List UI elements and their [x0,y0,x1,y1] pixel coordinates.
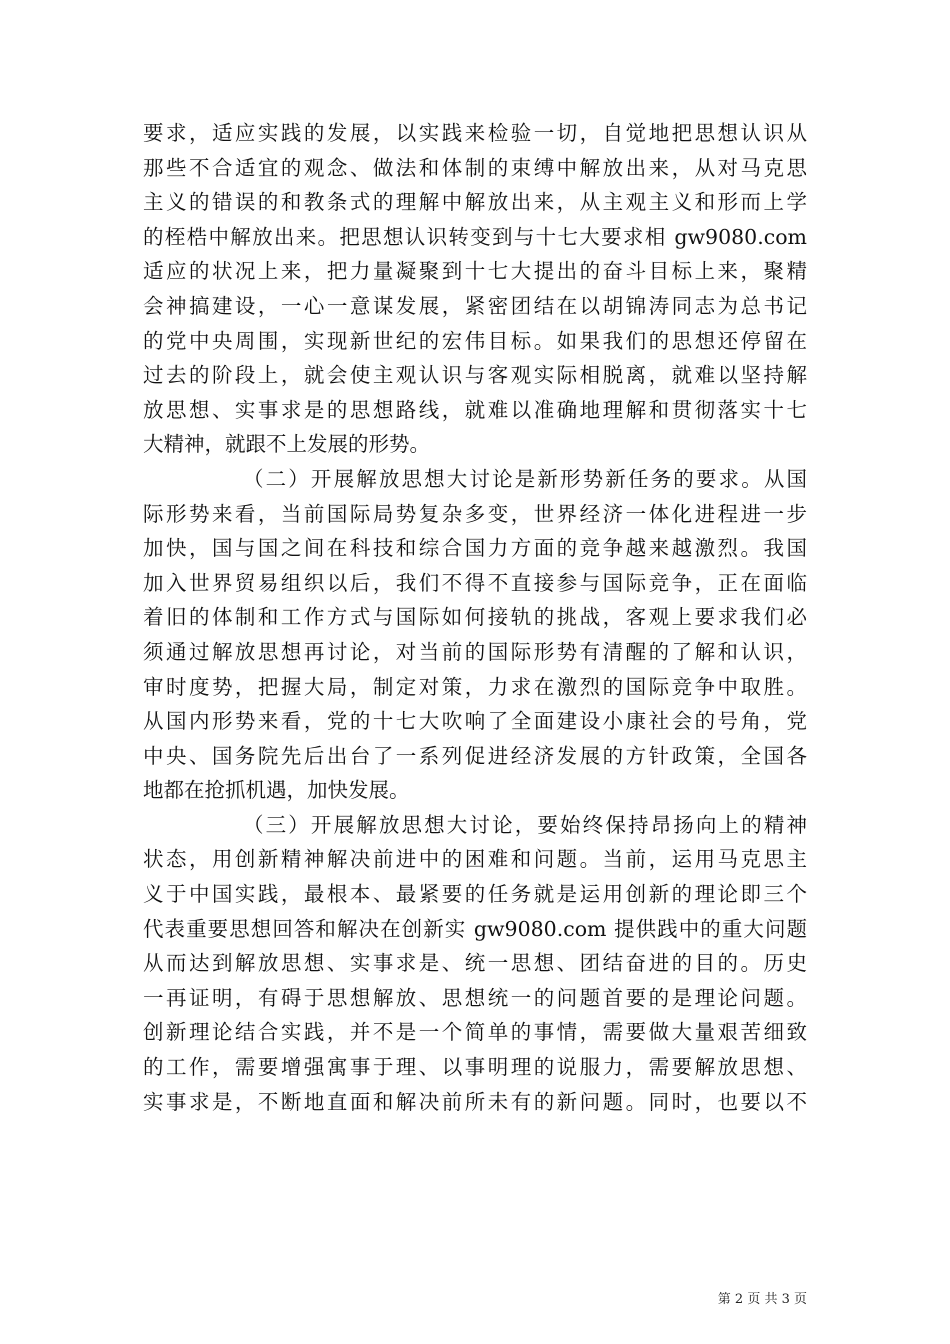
text-line: 的党中央周围，实现新世纪的宏伟目标。如果我们的思想还停留在 [143,328,807,353]
text-line: 要求，适应实践的发展，以实践来检验一切，自觉地把思想认识从 [143,121,807,145]
text-line: 须通过解放思想再讨论，对当前的国际形势有清醒的了解和认识， [143,639,807,664]
text-line: 审时度势，把握大局，制定对策，力求在激烈的国际竞争中取胜。 [143,674,807,699]
text-line: 地都在抢抓机遇，加快发展。 [143,778,410,803]
text-line: 一再证明，有碍于思想解放、思想统一的问题首要的是理论问题。 [143,985,807,1010]
text-line: 加入世界贸易组织以后，我们不得不直接参与国际竞争，正在面临 [143,570,807,595]
text-line: 从国内形势来看，党的十七大吹响了全面建设小康社会的号角，党 [143,709,807,734]
page-footer: 第 2 页 共 3 页 [717,1292,807,1307]
text-line: 会神搞建设，一心一意谋发展，紧密团结在以胡锦涛同志为总书记 [143,293,807,318]
text-line: 实事求是，不断地直面和解决前所未有的新问题。同时，也要以不 [143,1089,807,1114]
text-line: 创新理论结合实践，并不是一个简单的事情，需要做大量艰苦细致 [143,1020,807,1045]
text-line: 过去的阶段上，就会使主观认识与客观实际相脱离，就难以坚持解 [143,363,807,388]
text-line: 代表重要思想回答和解决在创新实 gw9080.com 提供践中的重大问题 [143,916,807,941]
text-line: 的工作，需要增强寓事于理、以事明理的说服力，需要解放思想、 [143,1055,807,1080]
text-line: （三）开展解放思想大讨论，要始终保持昂扬向上的精神 [243,812,807,837]
text-line: （二）开展解放思想大讨论是新形势新任务的要求。从国 [243,466,807,491]
text-line: 主义的错误的和教条式的理解中解放出来，从主观主义和形而上学 [143,190,807,215]
text-line: 义于中国实践，最根本、最紧要的任务就是运用创新的理论即三个 [143,882,807,907]
text-line: 的桎梏中解放出来。把思想认识转变到与十七大要求相 gw9080.com [143,224,807,249]
body-text [143,116,807,1119]
text-line: 适应的状况上来，把力量凝聚到十七大提出的奋斗目标上来，聚精 [143,259,807,284]
text-line: 着旧的体制和工作方式与国际如何接轨的挑战，客观上要求我们必 [143,605,807,630]
text-line: 那些不合适宜的观念、做法和体制的束缚中解放出来，从对马克思 [143,155,807,180]
text-line: 加快，国与国之间在科技和综合国力方面的竞争越来越激烈。我国 [143,536,807,561]
text-line: 放思想、实事求是的思想路线，就难以准确地理解和贯彻落实十七 [143,397,807,422]
text-line: 大精神，就跟不上发展的形势。 [143,432,430,457]
text-line: 中央、国务院先后出台了一系列促进经济发展的方针政策，全国各 [143,743,807,768]
text-line: 际形势来看，当前国际局势复杂多变，世界经济一体化进程进一步 [143,501,807,526]
text-line: 状态，用创新精神解决前进中的困难和问题。当前，运用马克思主 [143,847,807,872]
text-line: 从而达到解放思想、实事求是、统一思想、团结奋进的目的。历史 [143,951,807,976]
